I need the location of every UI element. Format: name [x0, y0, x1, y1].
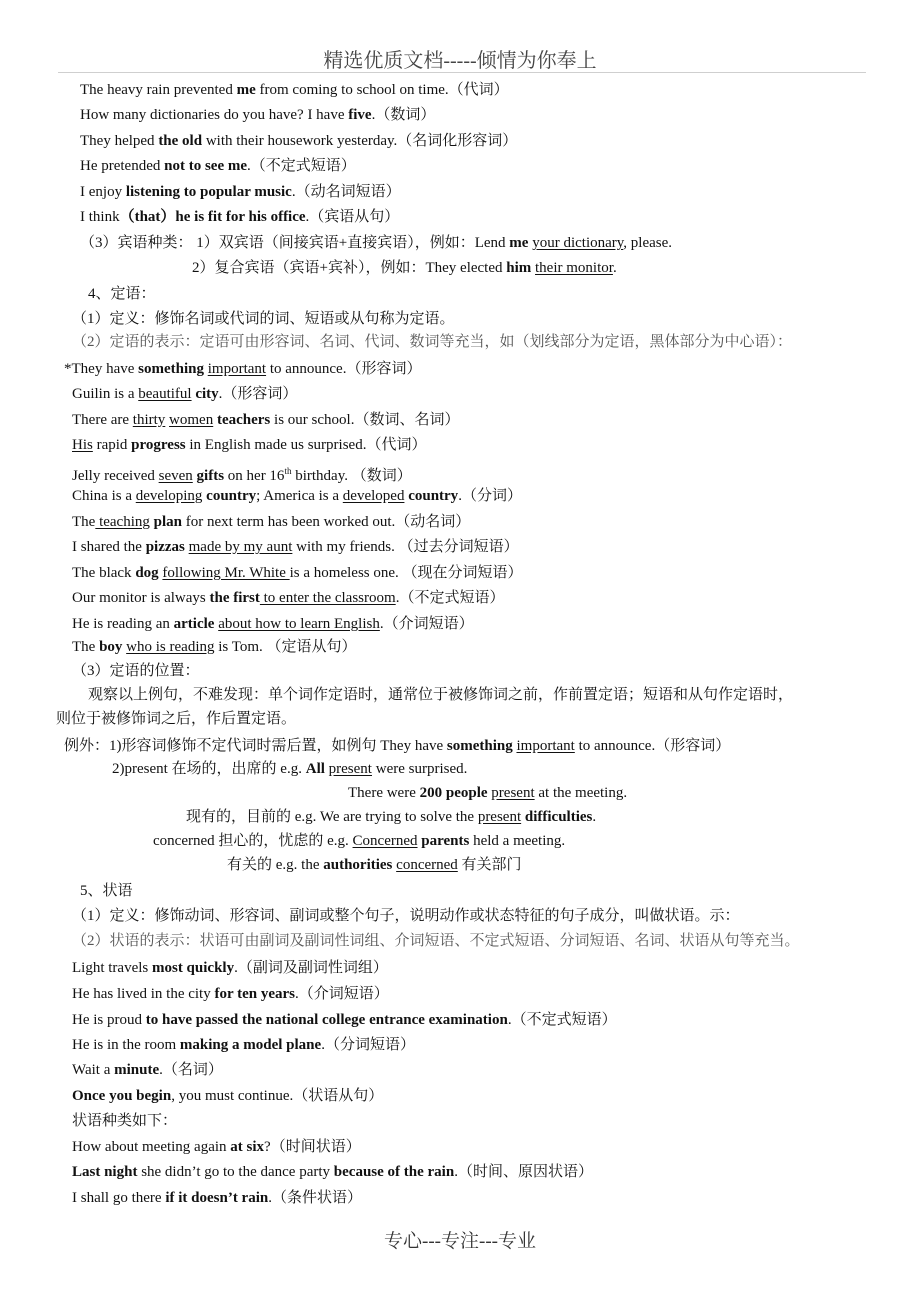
example: Our monitor is always the first to enter the classroom.（不定式短语） [72, 590, 505, 606]
example: His rapid progress in English made us surprised.（代词） [72, 437, 427, 453]
example: He has lived in the city for ten years.（介词短语） [72, 986, 389, 1002]
section-heading: 4、定语： [88, 286, 156, 302]
example: There are thirty women teachers is our school.（数词、名词） [72, 412, 460, 428]
example: I shared the pizzas made by my aunt with my friends. （过去分词短语） [72, 539, 519, 555]
example: He is reading an article about how to learn English.（介词短语） [72, 616, 474, 632]
sentence: The heavy rain prevented me from coming to school on time.（代词） [80, 82, 509, 98]
example: How about meeting again at six?（时间状语） [72, 1139, 361, 1155]
example: I shall go there if it doesn’t rain.（条件状语） [72, 1190, 362, 1206]
sentence: He pretended not to see me.（不定式短语） [80, 158, 356, 174]
definition: （2）状语的表示：状语可由副词及副词性词组、介词短语、不定式短语、分词短语、名词、状语从句等充当。 [72, 933, 800, 949]
example: Light travels most quickly.（副词及副词性词组） [72, 960, 388, 976]
definition: （1）定义：修饰动词、形容词、副词或整个句子，说明动作或状态特征的句子成分，叫做状语。示： [72, 908, 740, 924]
page-footer: 专心---专注---专业 [384, 1231, 536, 1252]
example: Once you begin, you must continue.（状语从句） [72, 1088, 384, 1104]
paragraph: 观察以上例句，不难发现：单个词作定语时，通常位于被修饰词之前，作前置定语；短语和从句作定语时， [88, 687, 794, 703]
example: He is proud to have passed the national college entrance examination.（不定式短语） [72, 1012, 617, 1028]
exception-line: 现有的，目前的 e.g. We are trying to solve the present difficulties. [186, 809, 597, 825]
example: *They have something important to announce.（形容词） [64, 361, 422, 377]
definition: （1）定义：修饰名词或代词的词、短语或从句称为定语。 [72, 311, 455, 327]
example: The black dog following Mr. White is a homeless one. （现在分词短语） [72, 565, 523, 581]
example: Guilin is a beautiful city.（形容词） [72, 386, 298, 402]
section-heading: 5、状语 [80, 883, 133, 899]
sentence: I enjoy listening to popular music.（动名词短语） [80, 184, 401, 200]
exception-line: There were 200 people present at the meeting. [348, 785, 628, 801]
example: The boy who is reading is Tom. （定语从句） [72, 639, 357, 655]
example: The teaching plan for next term has been worked out.（动名词） [72, 514, 471, 530]
paragraph: 则位于被修饰词之后，作后置定语。 [56, 711, 297, 727]
sentence: I think（that）he is fit for his office.（宾语从句） [80, 209, 400, 225]
exception-line: 2)present 在场的，出席的 e.g. All present were surprised. [112, 761, 468, 777]
example: Last night she didn’t go to the dance party because of the rain.（时间、原因状语） [72, 1164, 593, 1180]
header-divider [58, 72, 866, 73]
subheading: 状语种类如下： [72, 1113, 178, 1129]
exception-line: 有关的 e.g. the authorities concerned 有关部门 [227, 857, 522, 873]
example: Wait a minute.（名词） [72, 1062, 223, 1078]
exception-line: concerned 担心的，忧虑的 e.g. Concerned parents held a meeting. [153, 833, 566, 849]
object-types-line: （3）宾语种类： 1）双宾语（间接宾语+直接宾语），例如：Lend me your dictionary, please. [80, 235, 673, 251]
example: He is in the room making a model plane.（分词短语） [72, 1037, 415, 1053]
sentence: They helped the old with their housework yesterday.（名词化形容词） [80, 133, 518, 149]
exception-line: 例外：1)形容词修饰不定代词时需后置，如例句 They have something important to announce.（形容词） [64, 738, 731, 754]
object-types-line: 2）复合宾语（宾语+宾补），例如：They elected him their monitor. [192, 260, 617, 276]
page-header: 精选优质文档-----倾情为你奉上 [323, 50, 597, 72]
sentence: How many dictionaries do you have? I have five.（数词） [80, 107, 436, 123]
subheading: （3）定语的位置： [72, 663, 200, 679]
definition: （2）定语的表示：定语可由形容词、名词、代词、数词等充当，如（划线部分为定语，黑体部分为中心语）： [72, 334, 793, 350]
example: Jelly received seven gifts on her 16th birthday. （数词） [72, 466, 412, 484]
example: China is a developing country; America is a developed country.（分词） [72, 488, 522, 504]
